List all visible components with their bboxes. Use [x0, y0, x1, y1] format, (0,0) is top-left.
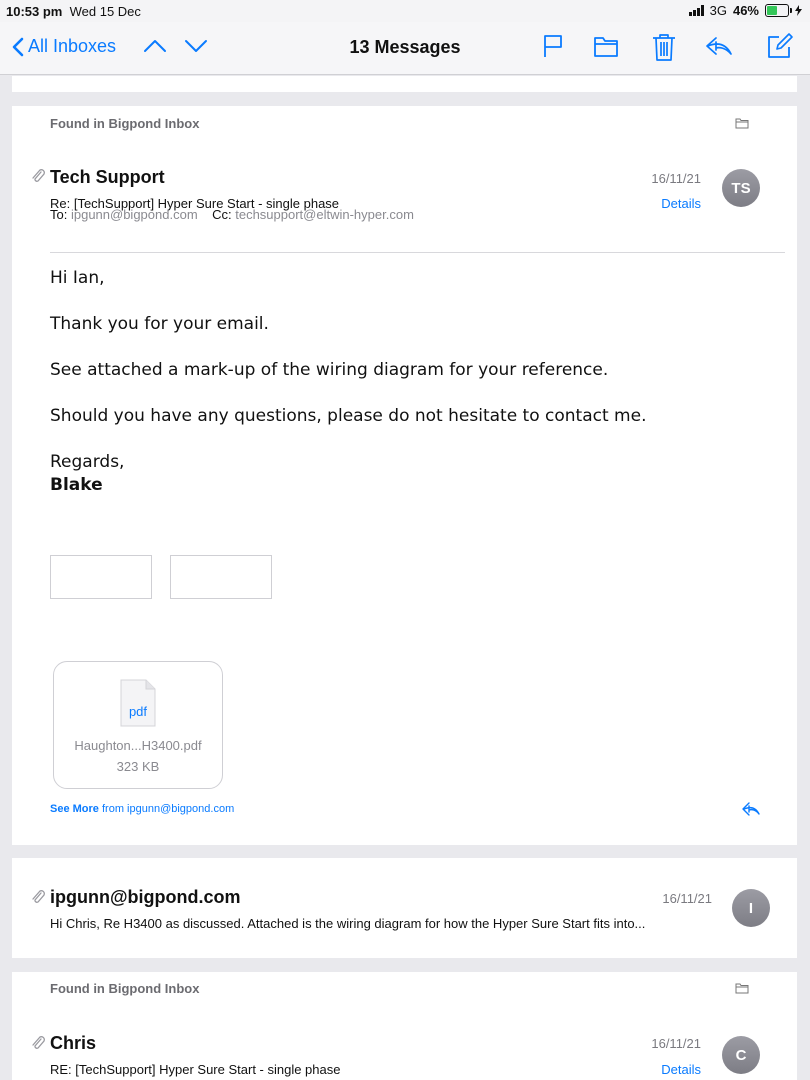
- document-icon: [120, 679, 156, 727]
- see-more-link[interactable]: [50, 803, 234, 815]
- page-title: 13 Messages: [349, 37, 461, 57]
- back-label: All Inboxes: [28, 36, 117, 56]
- details-link[interactable]: Details: [661, 1062, 701, 1077]
- attachment-name: Haughton...H3400.pdf: [74, 738, 202, 753]
- folder-icon: [735, 117, 749, 129]
- message-date: 16/11/21: [651, 1036, 701, 1051]
- body-paragraph-2: See attached a mark-up of the wiring diagram for your reference.: [50, 360, 609, 380]
- status-time: 10:53 pm Wed 15 Dec: [6, 4, 141, 19]
- body-regards: Regards,: [50, 452, 125, 472]
- body-paragraph-1: Thank you for your email.: [50, 314, 269, 334]
- sender-name: Chris: [50, 1033, 97, 1053]
- message-card-collapsed[interactable]: [12, 858, 797, 958]
- inline-image-placeholder[interactable]: [170, 555, 272, 599]
- nav-bar: [0, 22, 810, 75]
- next-message-button[interactable]: [184, 36, 208, 56]
- avatar: C: [722, 1036, 760, 1074]
- recipients-line: [50, 207, 414, 222]
- paperclip-icon: [30, 889, 46, 905]
- battery-icon: [765, 4, 789, 17]
- cc-label: Cc:: [212, 207, 232, 222]
- body-greeting: Hi Ian,: [50, 268, 105, 288]
- header-divider: [50, 252, 785, 253]
- folder-move-icon[interactable]: [593, 32, 619, 60]
- avatar: TS: [722, 169, 760, 207]
- inline-image-placeholder[interactable]: [50, 555, 152, 599]
- message-date: 16/11/21: [662, 891, 712, 906]
- previous-message-card: [12, 76, 797, 92]
- body-paragraph-3: Should you have any questions, please do not hesitate to contact me.: [50, 406, 647, 426]
- paperclip-icon: [30, 1035, 46, 1051]
- trash-icon[interactable]: [652, 32, 676, 62]
- compose-icon[interactable]: [766, 32, 794, 60]
- see-more-label: See More: [50, 803, 99, 815]
- chevron-left-icon: [12, 37, 24, 57]
- battery-percent: 46%: [732, 3, 759, 18]
- message-card-expanded: [12, 972, 797, 1080]
- see-more-source: from ipgunn@bigpond.com: [101, 803, 235, 815]
- to-label: To:: [50, 207, 68, 222]
- message-subject: Re: [TechSupport] Hyper Sure Start - single phase: [50, 196, 340, 211]
- message-preview: Hi Chris, Re H3400 as discussed. Attached is the wiring diagram for how the Hyper Sure Start fits into...: [50, 916, 646, 931]
- found-in-label: Found in Bigpond Inbox: [50, 116, 200, 131]
- sender-name: ipgunn@bigpond.com: [50, 887, 241, 907]
- signal-icon: [689, 5, 704, 16]
- message-subject: RE: [TechSupport] Hyper Sure Start - single phase: [50, 1062, 341, 1077]
- status-bar: [0, 0, 810, 22]
- previous-message-button[interactable]: [143, 36, 167, 56]
- status-right: [689, 3, 802, 18]
- back-button[interactable]: [12, 36, 116, 57]
- attachment-type: pdf: [128, 704, 148, 719]
- paperclip-icon: [30, 168, 46, 184]
- message-date: 16/11/21: [651, 171, 701, 186]
- attachment-size: 323 KB: [116, 759, 160, 774]
- body-signature: Blake: [50, 475, 103, 495]
- pdf-attachment[interactable]: [53, 661, 223, 789]
- reply-icon[interactable]: [741, 801, 761, 817]
- avatar: I: [732, 889, 770, 927]
- details-link[interactable]: Details: [661, 196, 701, 211]
- charging-bolt-icon: [795, 5, 802, 16]
- network-type: 3G: [709, 3, 727, 18]
- sender-name: Tech Support: [50, 167, 165, 187]
- cc-address[interactable]: techsupport@eltwin-hyper.com: [235, 207, 414, 222]
- found-in-label: Found in Bigpond Inbox: [50, 981, 200, 996]
- to-address[interactable]: ipgunn@bigpond.com: [70, 207, 198, 222]
- message-card-expanded: [12, 106, 797, 845]
- reply-icon[interactable]: [704, 32, 734, 60]
- folder-icon: [735, 982, 749, 994]
- flag-icon[interactable]: [542, 32, 564, 60]
